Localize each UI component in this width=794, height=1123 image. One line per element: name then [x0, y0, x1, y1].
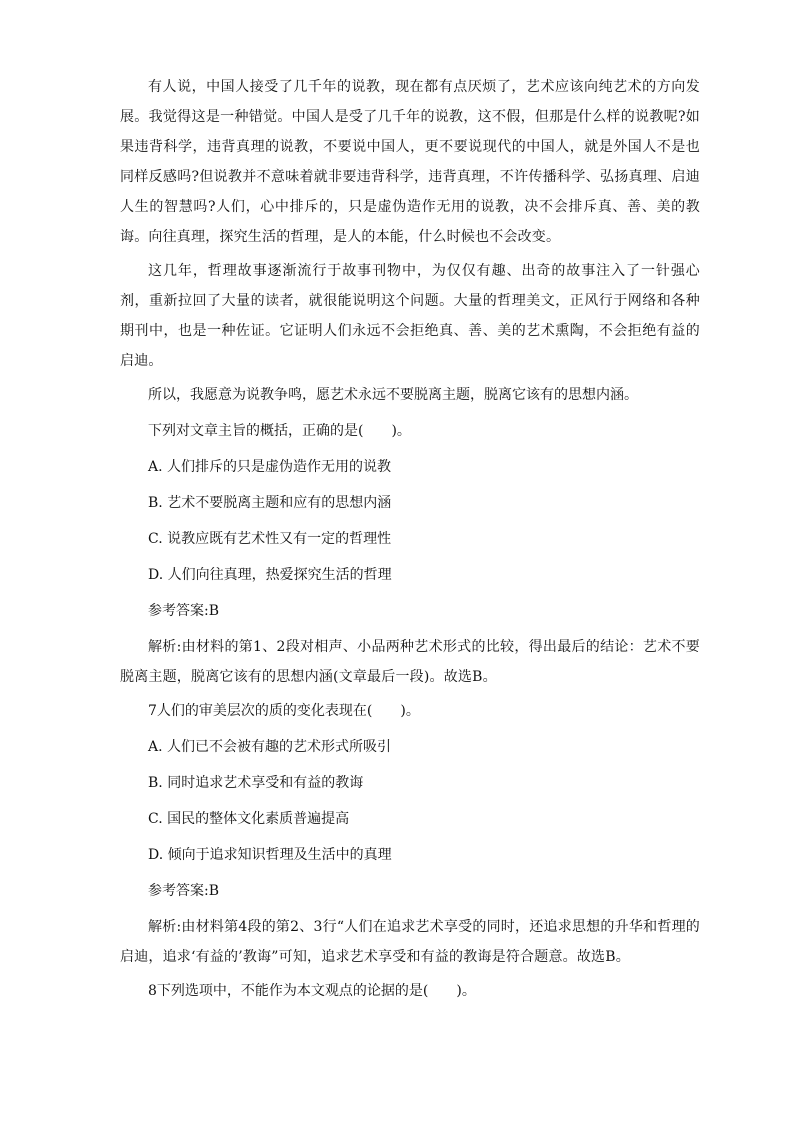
question-6-option-b: B. 艺术不要脱离主题和应有的思想内涵 — [148, 495, 392, 511]
question-7-option-b: B. 同时追求艺术享受和有益的教诲 — [148, 775, 364, 791]
question-6-option-c: C. 说教应既有艺术性又有一定的哲理性 — [148, 531, 392, 547]
question-7-stem: 7人们的审美层次的质的变化表现在( )。 — [148, 703, 420, 719]
question-6-analysis: 解析:由材料的第1、2段对相声、小品两种艺术形式的比较，得出最后的结论：艺术不要脱离主题，脱离它该有的思想内涵(文章最后一段)。故选B。 — [120, 639, 700, 685]
question-7-analysis: 解析:由材料第4段的第2、3行“人们在追求艺术享受的同时，还追求思想的升华和哲理的启迪，追求‘有益的’教诲”可知，追求艺术享受和有益的教诲是符合题意。故选B。 — [120, 919, 700, 965]
question-7-option-a: A. 人们已不会被有趣的艺术形式所吸引 — [148, 739, 392, 755]
question-6-answer: 参考答案:B — [148, 603, 220, 619]
question-7-option-c: C. 国民的整体文化素质普遍提高 — [148, 811, 350, 827]
passage-paragraph-3: 所以，我愿意为说教争鸣，愿艺术永远不要脱离主题，脱离它该有的思想内涵。 — [148, 387, 638, 403]
question-6-option-a: A. 人们排斥的只是虚伪造作无用的说教 — [148, 459, 392, 475]
document-body — [120, 72, 700, 1012]
question-7-option-d: D. 倾向于追求知识哲理及生活中的真理 — [148, 847, 392, 863]
question-6-option-d: D. 人们向往真理，热爱探究生活的哲理 — [148, 567, 392, 583]
passage-paragraph-1: 有人说，中国人接受了几千年的说教，现在都有点厌烦了，艺术应该向纯艺术的方向发展。我觉得这是一种错觉。中国人是受了几千年的说教，这不假，但那是什么样的说教呢?如果违背科学，违背真理的说教，不要说中国人，更不要说现代的中国人，就是外国人不是也同样反感吗?但说教并不意味着就非要违背科学，违背真理，不许传播科学、弘扬真理、启迪人生的智慧吗?人们，心中排斥的，只是虚伪造作无用的说教，决不会排斥真、善、美的教诲。向往真理，探究生活的哲理，是人的本能，什么时候也不会改变。 — [120, 79, 700, 245]
passage-paragraph-2: 这几年，哲理故事逐渐流行于故事刊物中，为仅仅有趣、出奇的故事注入了一针强心剂，重新拉回了大量的读者，就很能说明这个问题。大量的哲理美文，正风行于网络和各种期刊中，也是一种佐证。它证明人们永远不会拒绝真、善、美的艺术熏陶，不会拒绝有益的启迪。 — [120, 263, 700, 369]
question-6-stem: 下列对文章主旨的概括，正确的是( )。 — [148, 423, 411, 439]
question-8-stem: 8下列选项中，不能作为本文观点的论据的是( )。 — [148, 983, 476, 999]
question-7-answer: 参考答案:B — [148, 883, 220, 899]
